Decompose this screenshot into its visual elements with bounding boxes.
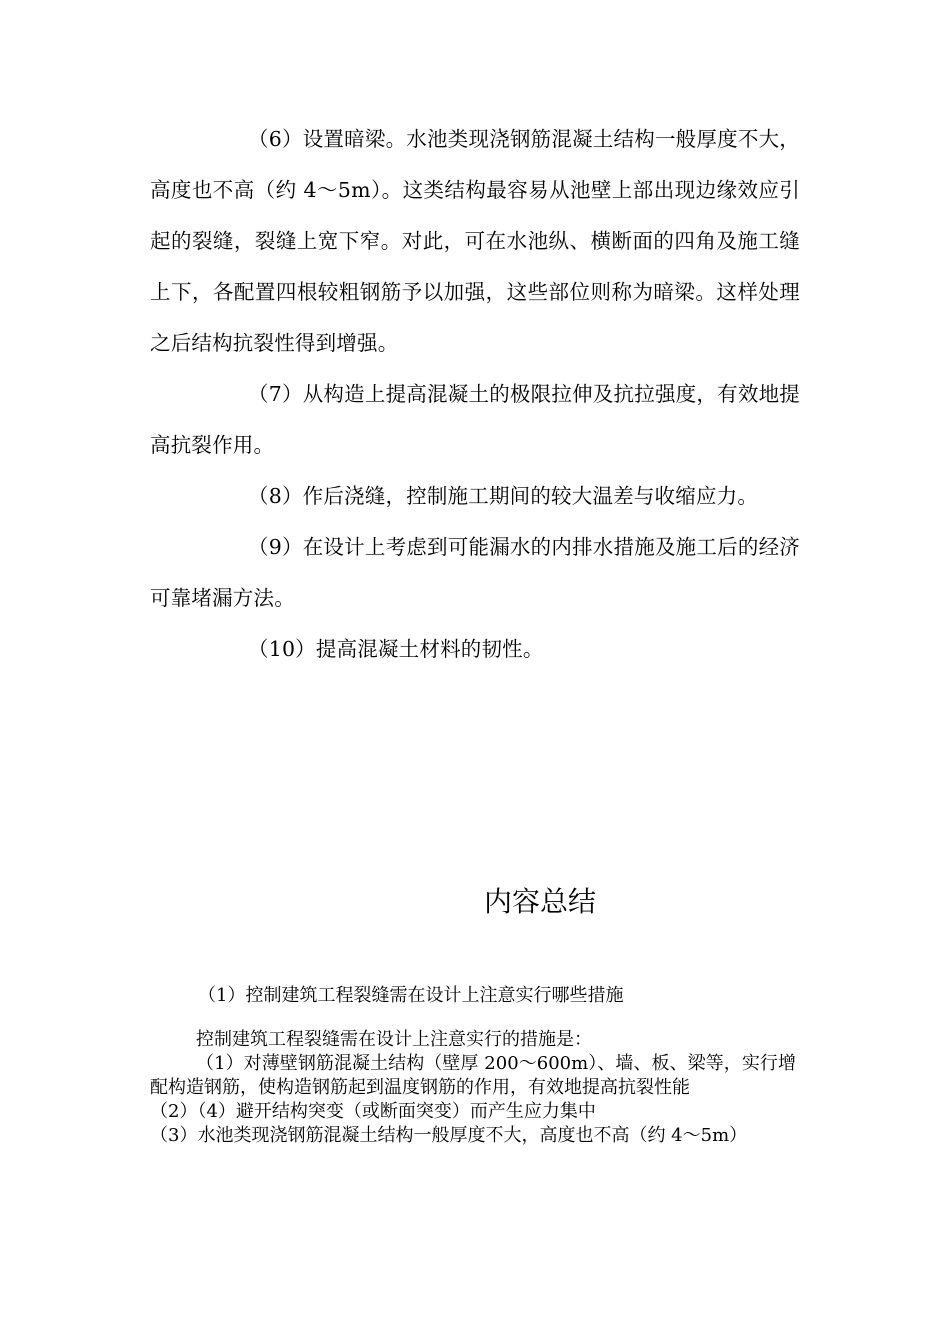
summary-answer [150, 1028, 796, 1148]
answer-intro: 控制建筑工程裂缝需在设计上注意实行的措施是： [196, 1029, 592, 1050]
paragraph-6: （6）设置暗梁。水池类现浇钢筋混凝土结构一般厚度不大，高度也不高（约 4～5m）。这类结构最容易从池壁上部出现边缘效应引起的裂缝，裂缝上宽下窄。对此，可在水池纵、横断面的四角及施工缝上下，各配置四根较粗钢筋予以加强，这些部位则称为暗梁。这样处理之后结构抗裂性得到增强。 [150, 127, 800, 355]
summary-title: 内容总结 [483, 885, 596, 918]
paragraph-8: （8）作后浇缝，控制施工期间的较大温差与收缩应力。 [248, 484, 759, 508]
body-text [150, 114, 800, 675]
answer-item-3: （3）水池类现浇钢筋混凝土结构一般厚度不大，高度也不高（约 4～5m） [150, 1125, 748, 1146]
paragraph-9: （9）在设计上考虑到可能漏水的内排水措施及施工后的经济可靠堵漏方法。 [150, 535, 800, 610]
answer-item-2: （2）（4）避开结构突变（或断面突变）而产生应力集中 [150, 1101, 596, 1122]
paragraph-7: （7）从构造上提高混凝土的极限拉伸及抗拉强度，有效地提高抗裂作用。 [150, 382, 800, 457]
summary-question: （1）控制建筑工程裂缝需在设计上注意实行哪些措施 [198, 985, 624, 1006]
paragraph-10: （10）提高混凝土材料的韧性。 [248, 637, 544, 661]
answer-item-1: （1）对薄壁钢筋混凝土结构（壁厚 200～600m）、墙、板、梁等，实行增配构造钢筋，使构造钢筋起到温度钢筋的作用，有效地提高抗裂性能 [150, 1053, 796, 1098]
